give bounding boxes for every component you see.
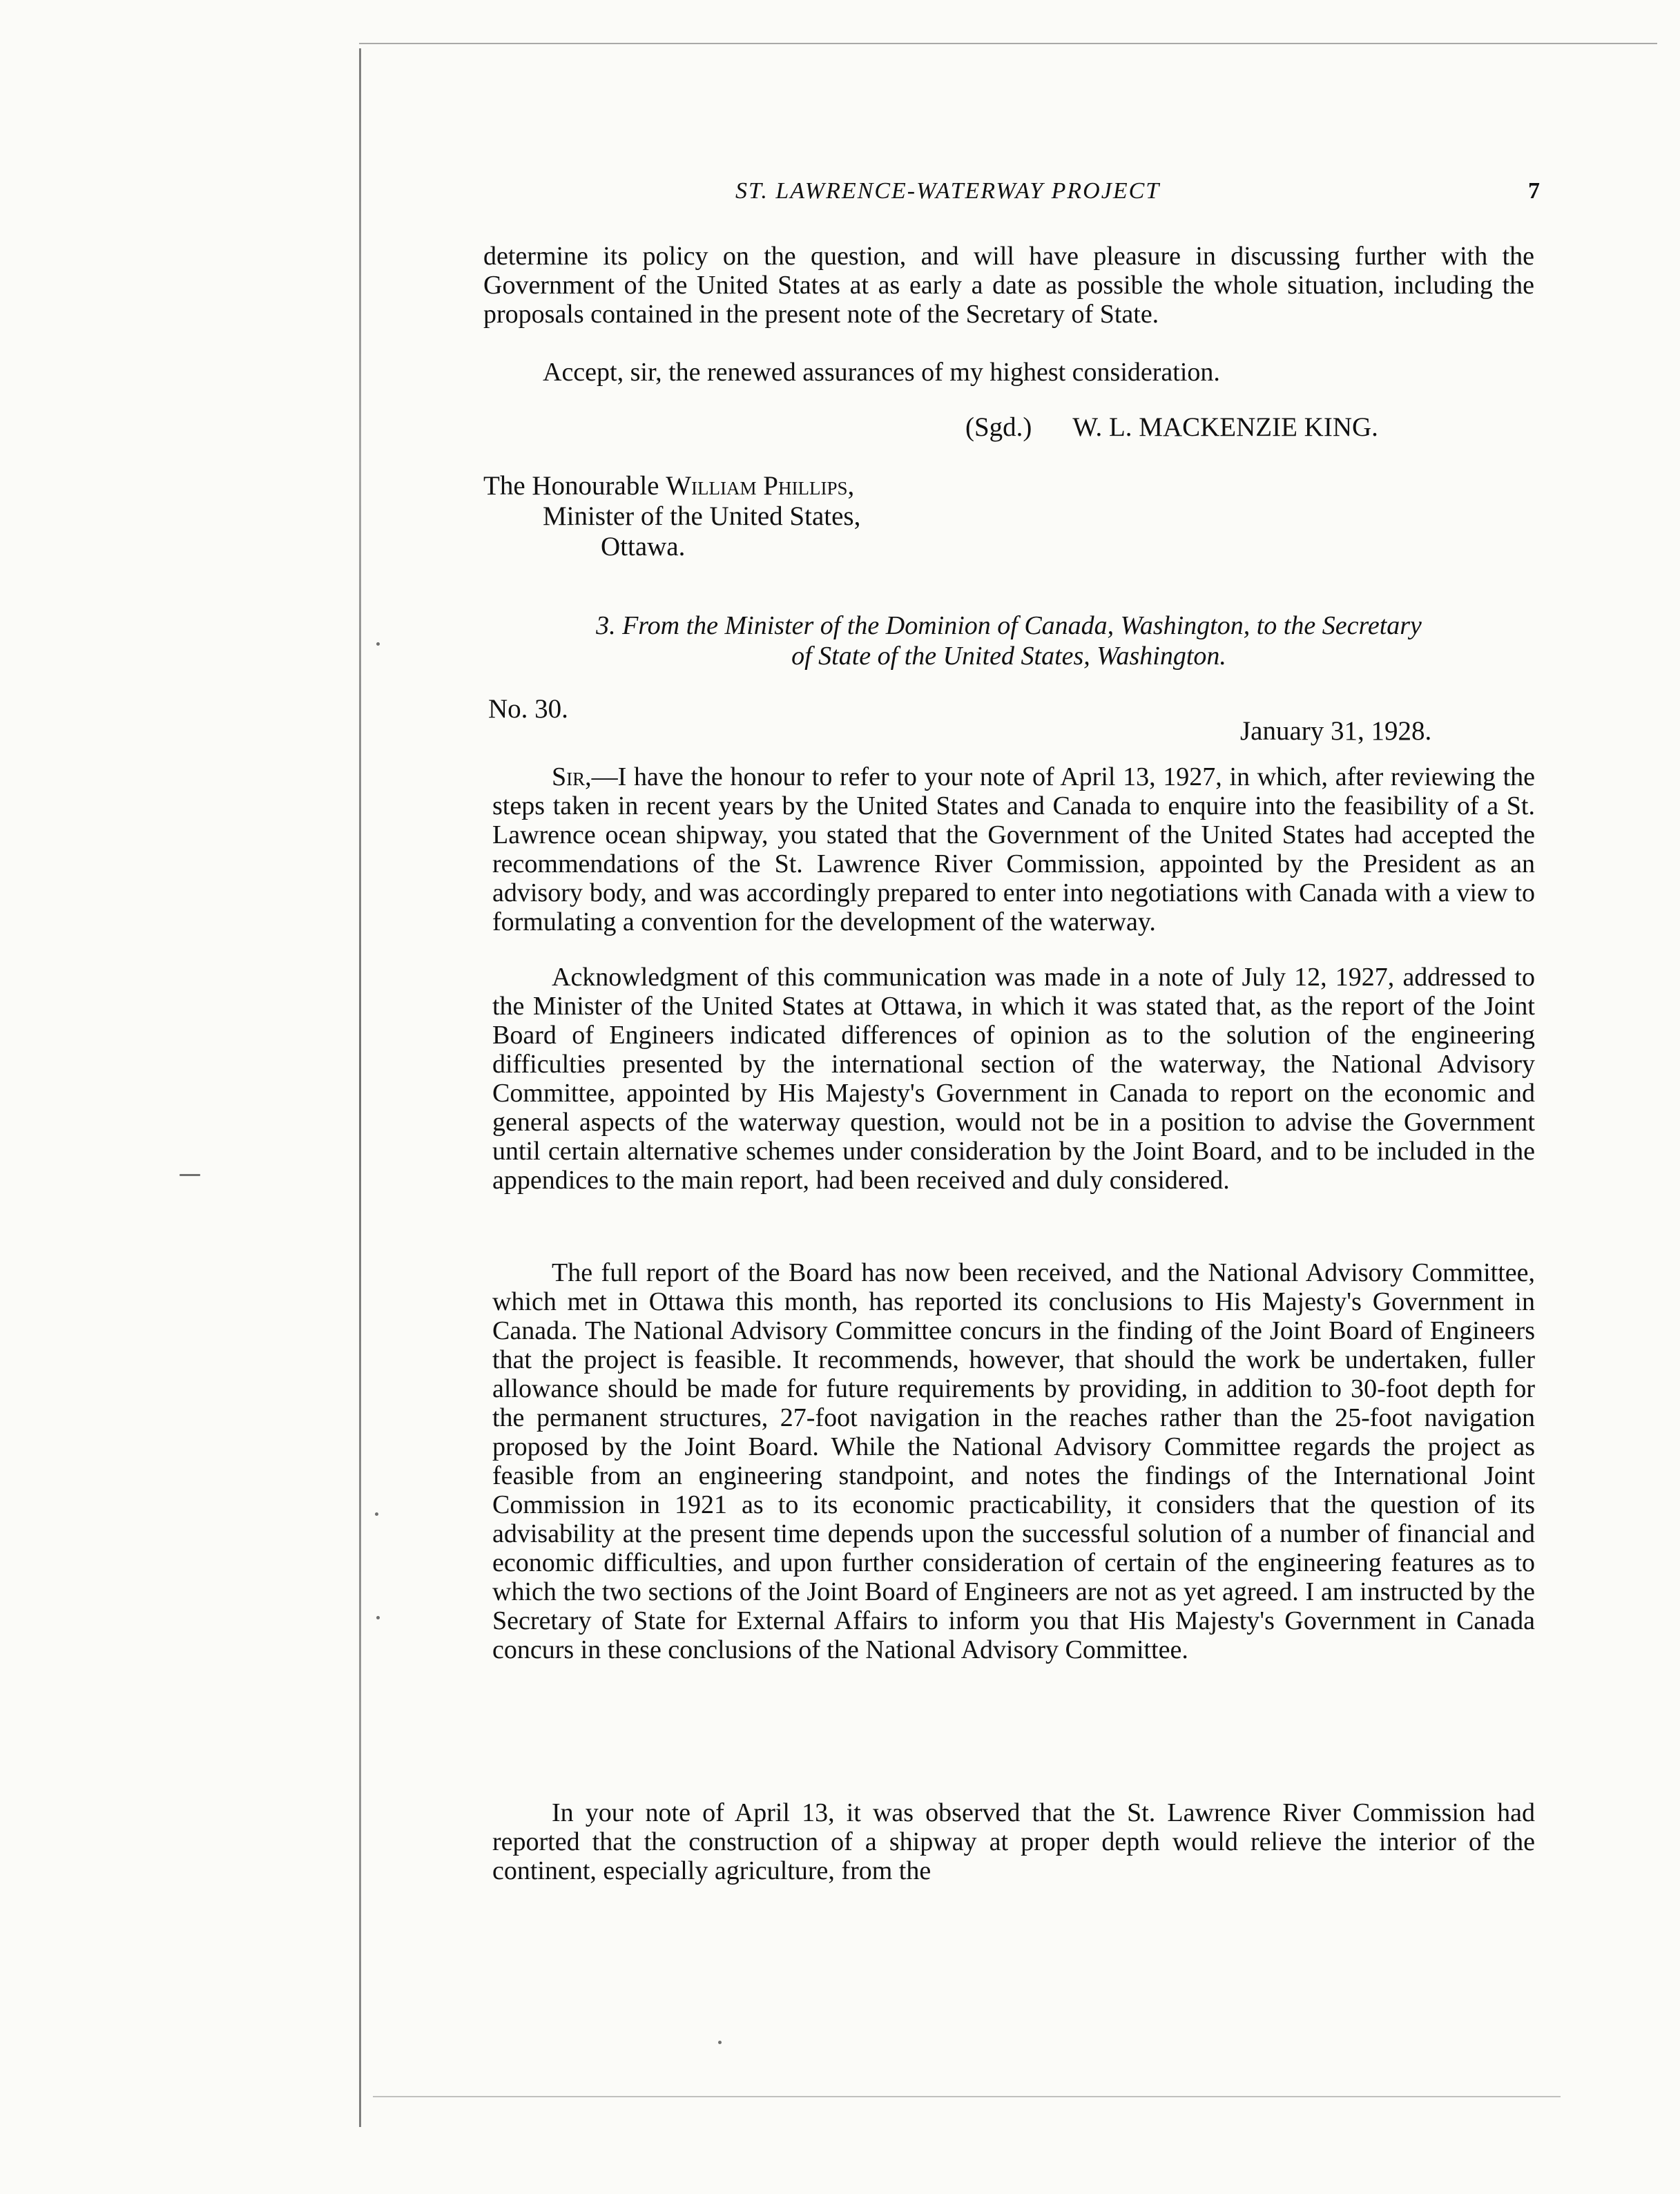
address-line-3: Ottawa. [601, 532, 686, 561]
closing-line: Accept, sir, the renewed assurances of my highest consideration. [543, 358, 1220, 387]
scan-edge-left [359, 48, 361, 2127]
paragraph-2: Acknowledgment of this communication was made in a note of July 12, 1927, addressed to the Minister of the United States at Ottawa, in which it was stated that, as the report of the Joint Board of Engineers indicated differences of opinion as to the solution of the engineering difficulties presented by the international section of the waterway, the National Advisory Committee, appointed by His Majesty's Government in Canada to report on the economic and general aspects of the waterway question, would not be in a position to advise the Government until certain alternative schemes under consideration by the Joint Board, and to be included in the appendices to the main report, had been received and duly considered. [492, 963, 1535, 1195]
address-name: William Phillips, [666, 471, 855, 501]
letter-date: January 31, 1928. [1240, 716, 1432, 746]
scan-speck [375, 1512, 378, 1516]
signature-prefix: (Sgd.) [965, 412, 1032, 442]
page-number: 7 [1528, 178, 1540, 204]
scan-speck [376, 1616, 380, 1619]
address-line-1 [483, 471, 860, 501]
section-heading-line-2: of State of the United States, Washington. [791, 642, 1226, 671]
scan-speck [376, 642, 380, 646]
paragraph-4: In your note of April 13, it was observed that the St. Lawrence River Commission had reported that the construction of a shipway at proper depth would relieve the interior of the continent, especially agriculture, from the [492, 1798, 1535, 1885]
top-paragraph: determine its policy on the question, and will have pleasure in discussing further with the Government of the United States at as early a date as possible the whole situation, including the proposals contained in the present note of the Secretary of State. [483, 242, 1534, 329]
paragraph-3: The full report of the Board has now been received, and the National Advisory Committee, which met in Ottawa this month, has reported its conclusions to His Majesty's Government in Canada. The National Advisory Committee concurs in the finding of the Joint Board of Engineers that the project is feasible. It recommends, however, that should the work be undertaken, fuller allowance should be made for future requirements by providing, in addition to 30-foot depth for the permanent structures, 27-foot navigation in the reaches rather than the 25-foot navigation proposed by the Joint Board. While the National Advisory Committee regards the project as feasible from an engineering standpoint, and notes the findings of the International Joint Commission in 1921 as to its economic practicability, it considers that the question of its advisability at the present time depends upon the successful solution of a number of financial and economic difficulties, and upon further consideration of certain of the engineering features as to which the two sections of the Joint Board of Engineers are not as yet agreed. I am instructed by the Secretary of State for External Affairs to inform you that His Majesty's Government in Canada concurs in these conclusions of the National Advisory Committee. [492, 1258, 1535, 1664]
letter-number: No. 30. [488, 694, 568, 724]
running-head-title: ST. LAWRENCE-WATERWAY PROJECT [735, 178, 1161, 204]
paragraph-1 [492, 762, 1535, 936]
address-block [483, 471, 860, 562]
paragraph-1-text: —I have the honour to refer to your note of April 13, 1927, in which, after reviewing the steps taken in recent years by the United States and Canada to enquire into the feasibility of a St. Lawrence ocean shipway, you stated that the Government of the United States had accepted the recommendations of the St. Lawrence River Commission, appointed by the President as an advisory body, and was accordingly prepared to enter into negotiations with Canada with a view to formulating a convention for the development of the waterway. [492, 762, 1535, 936]
salutation: Sir, [552, 762, 592, 791]
section-heading [483, 610, 1534, 671]
scan-edge-bottom [373, 2096, 1561, 2097]
address-line-2: Minister of the United States, [543, 501, 861, 531]
address-prefix: The Honourable [483, 471, 659, 501]
scan-speck [718, 2041, 722, 2044]
section-heading-line-1: 3. From the Minister of the Dominion of Canada, Washington, to the Secretary [596, 611, 1422, 640]
signature [965, 412, 1378, 443]
signature-name: W. L. MACKENZIE KING. [1072, 412, 1378, 442]
scan-speck [180, 1174, 200, 1176]
scan-edge-top [359, 43, 1657, 44]
running-head [483, 178, 1540, 220]
